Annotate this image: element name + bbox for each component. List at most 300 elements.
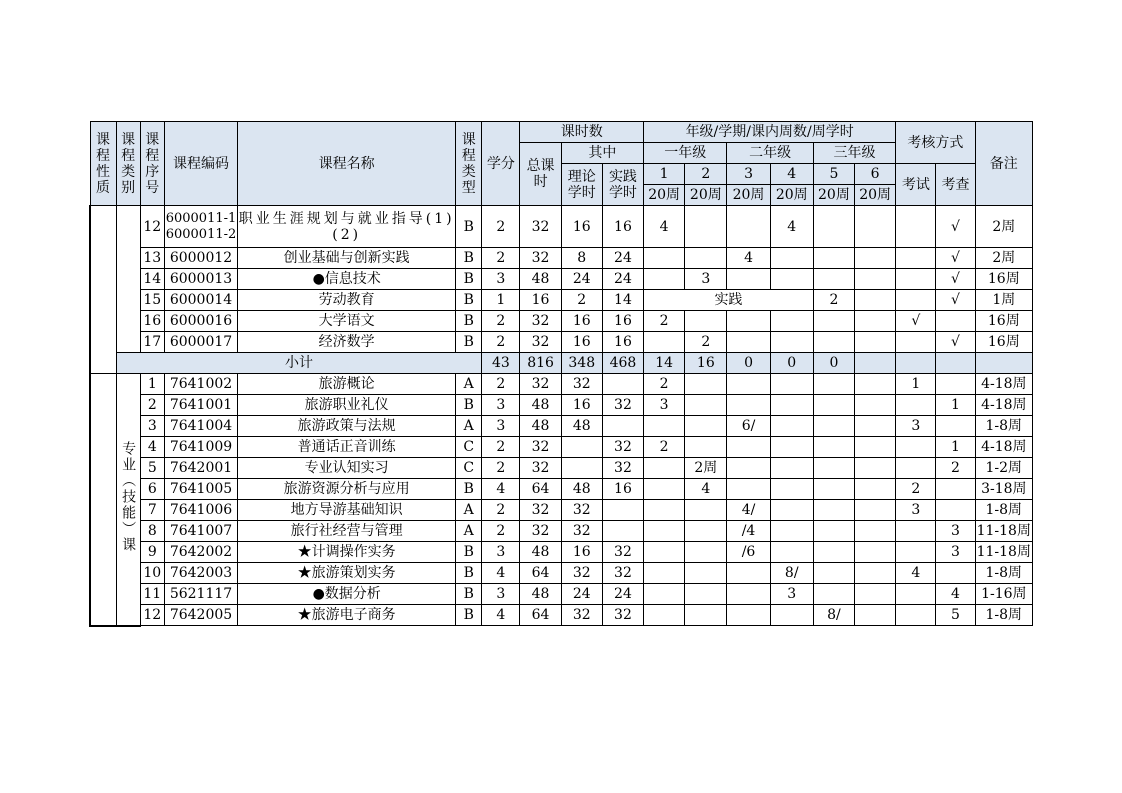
credit-cell: 2 (482, 374, 520, 395)
credit-cell: 2 (482, 311, 520, 332)
header-year1: 一年级 (644, 143, 727, 164)
table-row (90, 374, 1033, 395)
practice-cell: 32 (602, 437, 643, 458)
code-cell: 7641004 (164, 416, 237, 437)
header-practice-hours: 实践学时 (602, 164, 643, 206)
sem3-cell (727, 206, 770, 248)
exam-cell (896, 521, 936, 542)
sem6-cell (855, 248, 896, 269)
header-weeks-1: 20周 (644, 185, 685, 206)
theory-cell: 16 (561, 542, 602, 563)
type-cell: A (456, 500, 482, 521)
header-year2: 二年级 (727, 143, 813, 164)
seq-cell: 7 (140, 500, 164, 521)
type-cell: A (456, 416, 482, 437)
theory-cell: 16 (561, 311, 602, 332)
type-cell: B (456, 311, 482, 332)
table-row (90, 500, 1033, 521)
check-cell: √ (936, 269, 975, 290)
sem4-cell (770, 479, 813, 500)
header-course-category: 课程类别 (116, 122, 140, 206)
sem6-cell (855, 521, 896, 542)
exam-cell: 2 (896, 479, 936, 500)
table-row (90, 311, 1033, 332)
theory-cell: 24 (561, 584, 602, 605)
type-cell: B (456, 605, 482, 626)
type-cell: A (456, 521, 482, 542)
check-cell: 5 (936, 605, 975, 626)
sem3-cell (727, 269, 770, 290)
check-cell: 4 (936, 584, 975, 605)
category-cell (116, 206, 140, 353)
type-cell: B (456, 206, 482, 248)
subtotal-sem3: 0 (727, 353, 770, 374)
check-cell (936, 563, 975, 584)
sem5-cell (813, 311, 854, 332)
theory-cell: 32 (561, 374, 602, 395)
seq-cell: 17 (140, 332, 164, 353)
subtotal-credit: 43 (482, 353, 520, 374)
seq-cell: 6 (140, 479, 164, 500)
exam-cell (896, 395, 936, 416)
subtotal-theory: 348 (561, 353, 602, 374)
sem4-cell (770, 605, 813, 626)
table-row (90, 395, 1033, 416)
table-row (90, 290, 1033, 311)
sem1-cell (644, 584, 685, 605)
sem5-cell (813, 521, 854, 542)
type-cell: C (456, 437, 482, 458)
note-cell: 2周 (975, 206, 1032, 248)
practice-cell: 32 (602, 605, 643, 626)
check-cell: √ (936, 248, 975, 269)
sem2-cell: 4 (685, 479, 727, 500)
code-cell: 7642001 (164, 458, 237, 479)
sem6-cell (855, 458, 896, 479)
sem3-cell: 4 (727, 248, 770, 269)
seq-cell: 8 (140, 521, 164, 542)
sem5-cell: 2 (813, 290, 854, 311)
type-cell: B (456, 332, 482, 353)
subtotal-total: 816 (520, 353, 561, 374)
sem4-cell (770, 311, 813, 332)
check-cell (936, 500, 975, 521)
course-plan-table (89, 121, 1033, 627)
note-cell: 4-18周 (975, 395, 1032, 416)
subtotal-sem2: 16 (685, 353, 727, 374)
credit-cell: 2 (482, 206, 520, 248)
code-cell: 7641002 (164, 374, 237, 395)
exam-cell: 3 (896, 416, 936, 437)
table-header (90, 122, 1033, 206)
sem2-cell: 2周 (685, 458, 727, 479)
sem1-cell: 2 (644, 437, 685, 458)
theory-cell: 16 (561, 395, 602, 416)
sem6-cell (855, 437, 896, 458)
total-cell: 48 (520, 542, 561, 563)
sem1-cell: 2 (644, 311, 685, 332)
sem6-cell (855, 542, 896, 563)
note-cell: 4-18周 (975, 374, 1032, 395)
total-cell: 32 (520, 248, 561, 269)
subtotal-note (975, 353, 1032, 374)
credit-cell: 4 (482, 605, 520, 626)
sem4-cell: 4 (770, 206, 813, 248)
table-row (90, 248, 1033, 269)
sem4-cell (770, 395, 813, 416)
theory-cell: 32 (561, 605, 602, 626)
sem2-cell (685, 248, 727, 269)
code-cell: 7642005 (164, 605, 237, 626)
theory-cell: 48 (561, 479, 602, 500)
code-cell: 7641001 (164, 395, 237, 416)
theory-cell: 16 (561, 332, 602, 353)
sem5-cell (813, 542, 854, 563)
practice-cell: 14 (602, 290, 643, 311)
sem2-cell (685, 584, 727, 605)
sem4-cell (770, 437, 813, 458)
sem6-cell (855, 374, 896, 395)
sem3-cell (727, 458, 770, 479)
practice-cell (602, 416, 643, 437)
header-weeks-3: 20周 (727, 185, 770, 206)
table-row (90, 563, 1033, 584)
note-cell: 16周 (975, 269, 1032, 290)
sem5-cell (813, 374, 854, 395)
theory-cell (561, 437, 602, 458)
practice-span-cell: 实践 (644, 290, 814, 311)
seq-cell: 3 (140, 416, 164, 437)
sem6-cell (855, 206, 896, 248)
sem3-cell (727, 395, 770, 416)
sem2-cell (685, 521, 727, 542)
subtotal-sem1: 14 (644, 353, 685, 374)
type-cell: B (456, 248, 482, 269)
header-total-hours: 总课时 (520, 143, 561, 206)
note-cell: 1周 (975, 290, 1032, 311)
theory-cell: 32 (561, 521, 602, 542)
code-cell: 6000013 (164, 269, 237, 290)
sem3-cell (727, 563, 770, 584)
sem2-cell: 3 (685, 269, 727, 290)
credit-cell: 3 (482, 584, 520, 605)
seq-cell: 13 (140, 248, 164, 269)
credit-cell: 2 (482, 332, 520, 353)
exam-cell: √ (896, 311, 936, 332)
seq-cell: 9 (140, 542, 164, 563)
name-cell: 普通话正音训练 (238, 437, 456, 458)
type-cell: B (456, 584, 482, 605)
sem5-cell (813, 458, 854, 479)
sem1-cell: 4 (644, 206, 685, 248)
code-cell: 6000011-1 6000011-2 (164, 206, 237, 248)
check-cell: √ (936, 332, 975, 353)
table-row (90, 479, 1033, 500)
name-cell: 旅游资源分析与应用 (238, 479, 456, 500)
header-sem-3: 3 (727, 164, 770, 185)
header-sem-1: 1 (644, 164, 685, 185)
exam-cell: 3 (896, 500, 936, 521)
sem5-cell (813, 500, 854, 521)
practice-cell (602, 374, 643, 395)
header-theory-hours: 理论学时 (561, 164, 602, 206)
sem4-cell: 8/ (770, 563, 813, 584)
header-weeks-2: 20周 (685, 185, 727, 206)
seq-cell: 14 (140, 269, 164, 290)
header-course-name: 课程名称 (238, 122, 456, 206)
sem1-cell (644, 542, 685, 563)
header-course-type: 课程类型 (456, 122, 482, 206)
table-row (90, 332, 1033, 353)
practice-cell: 24 (602, 248, 643, 269)
name-cell: 旅游政策与法规 (238, 416, 456, 437)
note-cell: 16周 (975, 311, 1032, 332)
sem2-cell (685, 311, 727, 332)
nature-cell (90, 206, 116, 374)
seq-cell: 11 (140, 584, 164, 605)
credit-cell: 2 (482, 500, 520, 521)
sem1-cell (644, 332, 685, 353)
theory-cell: 8 (561, 248, 602, 269)
sem5-cell (813, 437, 854, 458)
total-cell: 64 (520, 479, 561, 500)
type-cell: B (456, 542, 482, 563)
practice-cell: 32 (602, 563, 643, 584)
credit-cell: 1 (482, 290, 520, 311)
type-cell: B (456, 479, 482, 500)
name-cell: 创业基础与创新实践 (238, 248, 456, 269)
credit-cell: 3 (482, 542, 520, 563)
check-cell: 1 (936, 437, 975, 458)
check-cell: √ (936, 290, 975, 311)
check-cell (936, 416, 975, 437)
header-sem-4: 4 (770, 164, 813, 185)
sem2-cell (685, 605, 727, 626)
header-assessment: 考核方式 (896, 122, 975, 164)
note-cell: 1-2周 (975, 458, 1032, 479)
name-cell: 职业生涯规划与就业指导(1)(2) (238, 206, 456, 248)
total-cell: 32 (520, 437, 561, 458)
check-cell: 3 (936, 521, 975, 542)
subtotal-row (90, 353, 1033, 374)
practice-cell: 24 (602, 584, 643, 605)
sem1-cell (644, 563, 685, 584)
check-cell: √ (936, 206, 975, 248)
check-cell (936, 311, 975, 332)
theory-cell: 32 (561, 563, 602, 584)
total-cell: 32 (520, 500, 561, 521)
total-cell: 32 (520, 332, 561, 353)
code-cell: 7642003 (164, 563, 237, 584)
theory-cell (561, 458, 602, 479)
header-credits: 学分 (482, 122, 520, 206)
theory-cell: 48 (561, 416, 602, 437)
sem2-cell (685, 395, 727, 416)
sem6-cell (855, 563, 896, 584)
sem3-cell (727, 584, 770, 605)
exam-cell (896, 542, 936, 563)
note-cell: 4-18周 (975, 437, 1032, 458)
sem5-cell (813, 479, 854, 500)
name-cell: ★旅游电子商务 (238, 605, 456, 626)
total-cell: 32 (520, 521, 561, 542)
check-cell: 2 (936, 458, 975, 479)
exam-cell (896, 458, 936, 479)
exam-cell (896, 269, 936, 290)
sem3-cell (727, 332, 770, 353)
note-cell: 11-18周 (975, 521, 1032, 542)
seq-cell: 12 (140, 605, 164, 626)
credit-cell: 4 (482, 479, 520, 500)
seq-cell: 12 (140, 206, 164, 248)
exam-cell: 1 (896, 374, 936, 395)
header-class-hours: 课时数 (520, 122, 644, 143)
header-exam: 考试 (896, 164, 936, 206)
name-cell: 专业认知实习 (238, 458, 456, 479)
note-cell: 2周 (975, 248, 1032, 269)
name-cell: 旅行社经营与管理 (238, 521, 456, 542)
sem5-cell (813, 269, 854, 290)
total-cell: 32 (520, 206, 561, 248)
code-cell: 5621117 (164, 584, 237, 605)
name-cell: 旅游概论 (238, 374, 456, 395)
sem5-cell (813, 584, 854, 605)
theory-cell: 32 (561, 500, 602, 521)
note-cell: 1-8周 (975, 563, 1032, 584)
note-cell: 1-16周 (975, 584, 1032, 605)
sem5-cell (813, 416, 854, 437)
note-cell: 1-8周 (975, 500, 1032, 521)
name-cell: 劳动教育 (238, 290, 456, 311)
table-row (90, 605, 1033, 626)
sem1-cell (644, 458, 685, 479)
credit-cell: 2 (482, 248, 520, 269)
sem1-cell (644, 479, 685, 500)
exam-cell (896, 584, 936, 605)
table-row (90, 584, 1033, 605)
sem1-cell (644, 269, 685, 290)
sem3-cell (727, 374, 770, 395)
note-cell: 16周 (975, 332, 1032, 353)
sem2-cell (685, 416, 727, 437)
credit-cell: 2 (482, 458, 520, 479)
table-row (90, 542, 1033, 563)
sem2-cell: 2 (685, 332, 727, 353)
exam-cell (896, 332, 936, 353)
sem5-cell: 8/ (813, 605, 854, 626)
credit-cell: 3 (482, 269, 520, 290)
header-year3: 三年级 (813, 143, 895, 164)
exam-cell (896, 248, 936, 269)
sem6-cell (855, 311, 896, 332)
seq-cell: 1 (140, 374, 164, 395)
table-row (90, 269, 1033, 290)
sem5-cell (813, 248, 854, 269)
code-cell: 7641009 (164, 437, 237, 458)
subtotal-sem5: 0 (813, 353, 854, 374)
credit-cell: 3 (482, 416, 520, 437)
table-row (90, 437, 1033, 458)
sem4-cell: 3 (770, 584, 813, 605)
header-sem-6: 6 (855, 164, 896, 185)
name-cell: ●信息技术 (238, 269, 456, 290)
code-cell: 7641007 (164, 521, 237, 542)
practice-cell (602, 500, 643, 521)
sem4-cell (770, 416, 813, 437)
sem4-cell (770, 500, 813, 521)
total-cell: 48 (520, 269, 561, 290)
table-row (90, 416, 1033, 437)
name-cell: 经济数学 (238, 332, 456, 353)
practice-cell: 24 (602, 269, 643, 290)
sem3-cell: 6/ (727, 416, 770, 437)
type-cell: B (456, 563, 482, 584)
seq-cell: 2 (140, 395, 164, 416)
sem6-cell (855, 269, 896, 290)
check-cell (936, 374, 975, 395)
name-cell: ★旅游策划实务 (238, 563, 456, 584)
sem2-cell (685, 206, 727, 248)
header-remarks: 备注 (975, 122, 1032, 206)
header-check: 考查 (936, 164, 975, 206)
sem5-cell (813, 563, 854, 584)
sem4-cell (770, 248, 813, 269)
note-cell: 11-18周 (975, 542, 1032, 563)
note-cell: 3-18周 (975, 479, 1032, 500)
sem3-cell (727, 311, 770, 332)
seq-cell: 16 (140, 311, 164, 332)
total-cell: 32 (520, 374, 561, 395)
practice-cell: 16 (602, 206, 643, 248)
total-cell: 32 (520, 311, 561, 332)
name-cell: ●数据分析 (238, 584, 456, 605)
table-row (90, 206, 1033, 248)
practice-cell: 16 (602, 311, 643, 332)
name-cell: 地方导游基础知识 (238, 500, 456, 521)
sem5-cell (813, 332, 854, 353)
note-cell: 1-8周 (975, 605, 1032, 626)
sem2-cell (685, 563, 727, 584)
check-cell: 3 (936, 542, 975, 563)
code-cell: 7641006 (164, 500, 237, 521)
exam-cell (896, 437, 936, 458)
total-cell: 48 (520, 584, 561, 605)
sem1-cell (644, 605, 685, 626)
sem1-cell (644, 248, 685, 269)
practice-cell: 16 (602, 479, 643, 500)
total-cell: 64 (520, 563, 561, 584)
sem3-cell: /6 (727, 542, 770, 563)
code-cell: 6000017 (164, 332, 237, 353)
sem2-cell (685, 437, 727, 458)
header-weeks-6: 20周 (855, 185, 896, 206)
practice-cell: 32 (602, 458, 643, 479)
sem6-cell (855, 500, 896, 521)
sem4-cell (770, 332, 813, 353)
code-cell: 6000016 (164, 311, 237, 332)
sem1-cell: 2 (644, 374, 685, 395)
header-sem-2: 2 (685, 164, 727, 185)
sem3-cell (727, 437, 770, 458)
sem3-cell (727, 605, 770, 626)
exam-cell: 4 (896, 563, 936, 584)
subtotal-sem4: 0 (770, 353, 813, 374)
sem5-cell (813, 395, 854, 416)
sem6-cell (855, 332, 896, 353)
exam-cell (896, 206, 936, 248)
seq-cell: 15 (140, 290, 164, 311)
sem1-cell (644, 500, 685, 521)
